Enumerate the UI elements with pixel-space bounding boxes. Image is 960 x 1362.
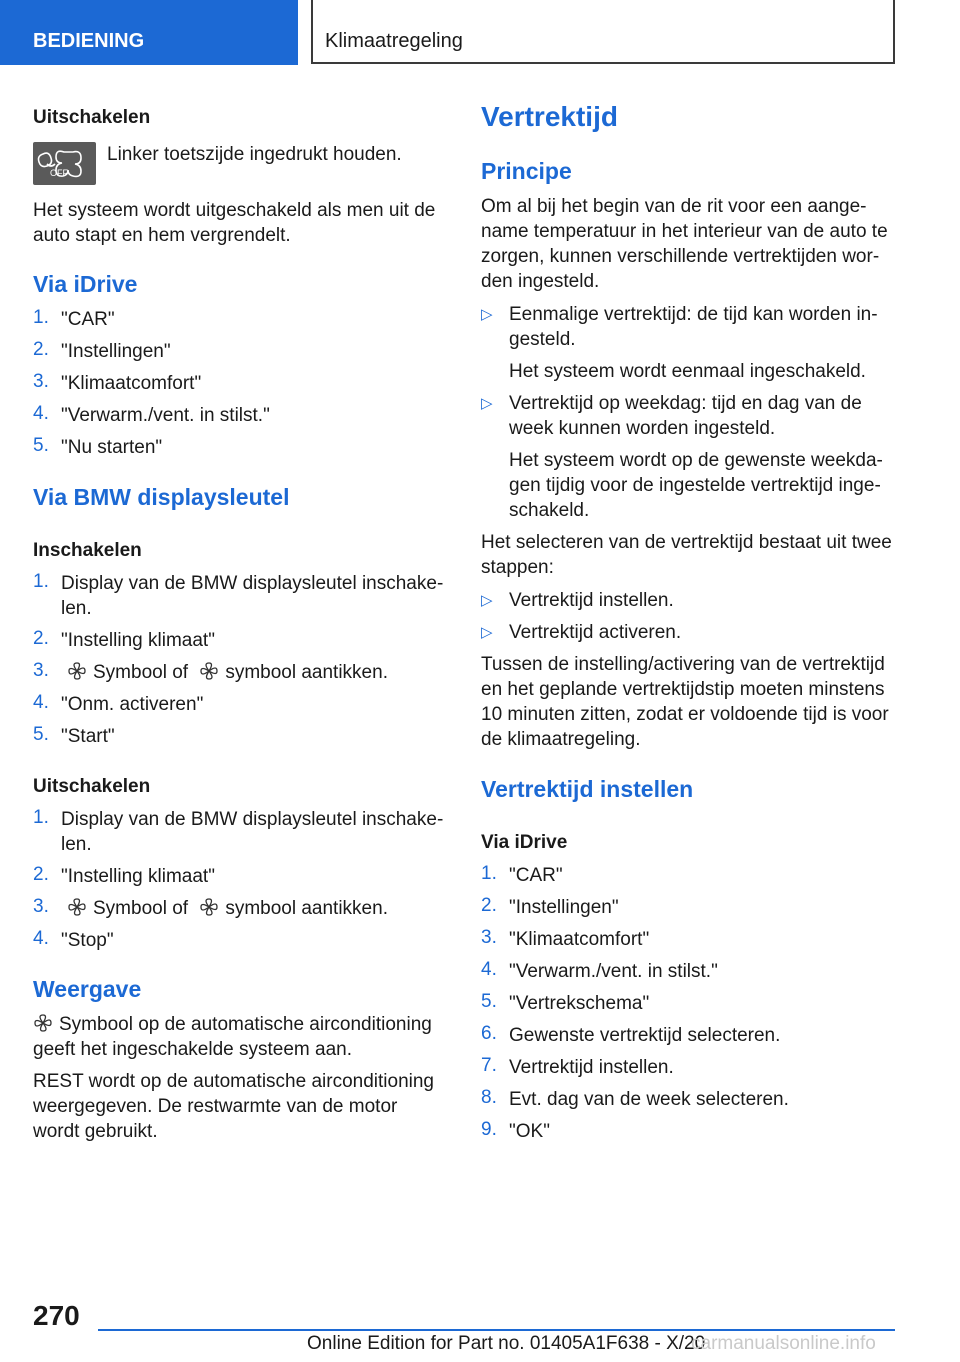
- display-text: Symbool op de automatische airconditioning: [59, 1014, 432, 1035]
- principle-line: Om al bij het begin van de rit voor een aange-: [481, 196, 867, 217]
- bullet-text: gesteld.: [509, 329, 576, 350]
- principle-line: name temperatuur in het interieur van de auto te: [481, 221, 888, 242]
- step-number: 1.: [33, 307, 49, 328]
- idrive-heading: Via iDrive: [33, 271, 138, 297]
- step-text: [61, 660, 388, 685]
- principle-line: zorgen, kunnen verschillende vertrektijden wor-: [481, 246, 880, 267]
- display-paragraph-line: REST wordt op de automatische airconditioning: [33, 1071, 434, 1092]
- step-number: 3.: [33, 371, 49, 392]
- step-text: Vertrektijd instellen.: [509, 1057, 674, 1078]
- bullet-note: gen tijdig voor de ingestelde vertrektijd inge-: [509, 475, 881, 496]
- symbol-text-b: symbool aantikken.: [225, 662, 388, 683]
- display-paragraph-line: wordt gebruikt.: [33, 1121, 158, 1142]
- fan-icon: [67, 897, 87, 917]
- step-text: "Verwarm./vent. in stilst.": [61, 405, 270, 426]
- key-heading: Via BMW displaysleutel: [33, 484, 290, 510]
- step-text: "CAR": [61, 309, 115, 330]
- step-text: "Vertrekschema": [509, 993, 650, 1014]
- step-number: 1.: [481, 863, 497, 884]
- step-text: "Nu starten": [61, 437, 163, 458]
- bullet-text: Vertrektijd op weekdag: tijd en dag van de: [509, 393, 862, 414]
- step-number: 2.: [33, 628, 49, 649]
- select-line: Het selecteren van de vertrektijd bestaat uit twee: [481, 532, 892, 553]
- bullet-text: week kunnen worden ingesteld.: [509, 418, 776, 439]
- symbol-text-b: symbool aantikken.: [225, 898, 388, 919]
- step-text: "OK": [509, 1121, 550, 1142]
- bullet-triangle-icon: ▷: [481, 624, 493, 641]
- gap-line: en het geplande vertrektijdstip moeten minstens: [481, 679, 885, 700]
- step-text: "Stop": [61, 930, 114, 951]
- step-text: [61, 896, 388, 921]
- off-heading: Uitschakelen: [33, 107, 151, 128]
- display-paragraph-line: weergegeven. De restwarmte van de motor: [33, 1096, 398, 1117]
- step-number: 7.: [481, 1055, 497, 1076]
- step-number: 5.: [33, 435, 49, 456]
- footer-rule: [98, 1329, 895, 1331]
- heat-fan-icon: [199, 661, 219, 681]
- step-text: "Instelling klimaat": [61, 630, 215, 651]
- step-text: Gewenste vertrektijd selecteren.: [509, 1025, 781, 1046]
- fan-icon: [33, 1013, 53, 1033]
- bullet-text: Eenmalige vertrektijd: de tijd kan worden in-: [509, 304, 878, 325]
- bullet-text: Vertrektijd activeren.: [509, 622, 682, 643]
- symbol-text-a: Symbool of: [93, 662, 189, 683]
- step-number: 1.: [33, 807, 49, 828]
- display-paragraph-line: [33, 1012, 432, 1037]
- step-number: 2.: [481, 895, 497, 916]
- bullet-note: Het systeem wordt eenmaal ingeschakeld.: [509, 361, 866, 382]
- bullet-note: schakeld.: [509, 500, 590, 521]
- step-text: Evt. dag van de week selecteren.: [509, 1089, 789, 1110]
- step-number: 6.: [481, 1023, 497, 1044]
- section-tab: BEDIENING: [0, 0, 298, 65]
- set-subheading: Via iDrive: [481, 832, 568, 853]
- step-number: 3.: [481, 927, 497, 948]
- step-text: "Instellingen": [509, 897, 619, 918]
- step-number: 1.: [33, 571, 49, 592]
- step-number: 2.: [33, 339, 49, 360]
- step-text: "Verwarm./vent. in stilst.": [509, 961, 718, 982]
- set-heading: Vertrektijd instellen: [481, 776, 694, 802]
- step-number: 8.: [481, 1087, 497, 1108]
- off-instruction: Linker toetszijde ingedrukt houden.: [107, 144, 402, 165]
- gap-line: Tussen de instelling/activering van de vertrektijd: [481, 654, 885, 675]
- step-number: 4.: [481, 959, 497, 980]
- step-number: 9.: [481, 1119, 497, 1140]
- step-number: 5.: [481, 991, 497, 1012]
- principle-heading: Principe: [481, 158, 572, 184]
- bullet-note: Het systeem wordt op de gewenste weekda-: [509, 450, 883, 471]
- step-text: "Onm. activeren": [61, 694, 204, 715]
- step-text: "Instellingen": [61, 341, 171, 362]
- step-text: Display van de BMW displaysleutel inschake-: [61, 809, 444, 830]
- step-number: 3.: [33, 896, 49, 917]
- step-number: 2.: [33, 864, 49, 885]
- step-number: 4.: [33, 928, 49, 949]
- step-number: 4.: [33, 403, 49, 424]
- step-text: Display van de BMW displaysleutel inschake-: [61, 573, 444, 594]
- bullet-triangle-icon: ▷: [481, 395, 493, 412]
- step-number: 4.: [33, 692, 49, 713]
- page-number: 270: [33, 1300, 80, 1331]
- departure-heading: Vertrektijd: [481, 101, 618, 132]
- fan-icon: [67, 661, 87, 681]
- off-paragraph-line: Het systeem wordt uitgeschakeld als men uit de: [33, 200, 436, 221]
- step-text-continued: len.: [61, 598, 92, 619]
- fan-off-button-icon: [33, 142, 96, 185]
- watermark: carmanualsonline.info: [691, 1333, 876, 1354]
- svg-text:OFF: OFF: [50, 168, 68, 178]
- step-text: "CAR": [509, 865, 563, 886]
- symbol-text-a: Symbool of: [93, 898, 189, 919]
- heat-fan-icon: [199, 897, 219, 917]
- step-text: "Instelling klimaat": [61, 866, 215, 887]
- step-text: "Klimaatcomfort": [61, 373, 202, 394]
- off-paragraph-line: auto stapt en hem vergrendelt.: [33, 225, 291, 246]
- on-subheading: Inschakelen: [33, 540, 142, 561]
- bullet-text: Vertrektijd instellen.: [509, 590, 674, 611]
- display-heading: Weergave: [33, 976, 142, 1002]
- step-text: "Klimaatcomfort": [509, 929, 650, 950]
- gap-line: 10 minuten zitten, zodat er voldoende tijd is voor: [481, 704, 889, 725]
- off2-subheading: Uitschakelen: [33, 776, 151, 797]
- gap-line: de klimaatregeling.: [481, 729, 641, 750]
- step-number: 3.: [33, 660, 49, 681]
- display-paragraph-line: geeft het ingeschakelde systeem aan.: [33, 1039, 352, 1060]
- edition-text: Online Edition for Part no. 01405A1F638 - X/20: [307, 1333, 706, 1354]
- select-line: stappen:: [481, 557, 554, 578]
- chapter-title: Klimaatregeling: [311, 0, 895, 64]
- step-number: 5.: [33, 724, 49, 745]
- bullet-triangle-icon: ▷: [481, 306, 493, 323]
- bullet-triangle-icon: ▷: [481, 592, 493, 609]
- principle-line: den ingesteld.: [481, 271, 600, 292]
- step-text-continued: len.: [61, 834, 92, 855]
- step-text: "Start": [61, 726, 115, 747]
